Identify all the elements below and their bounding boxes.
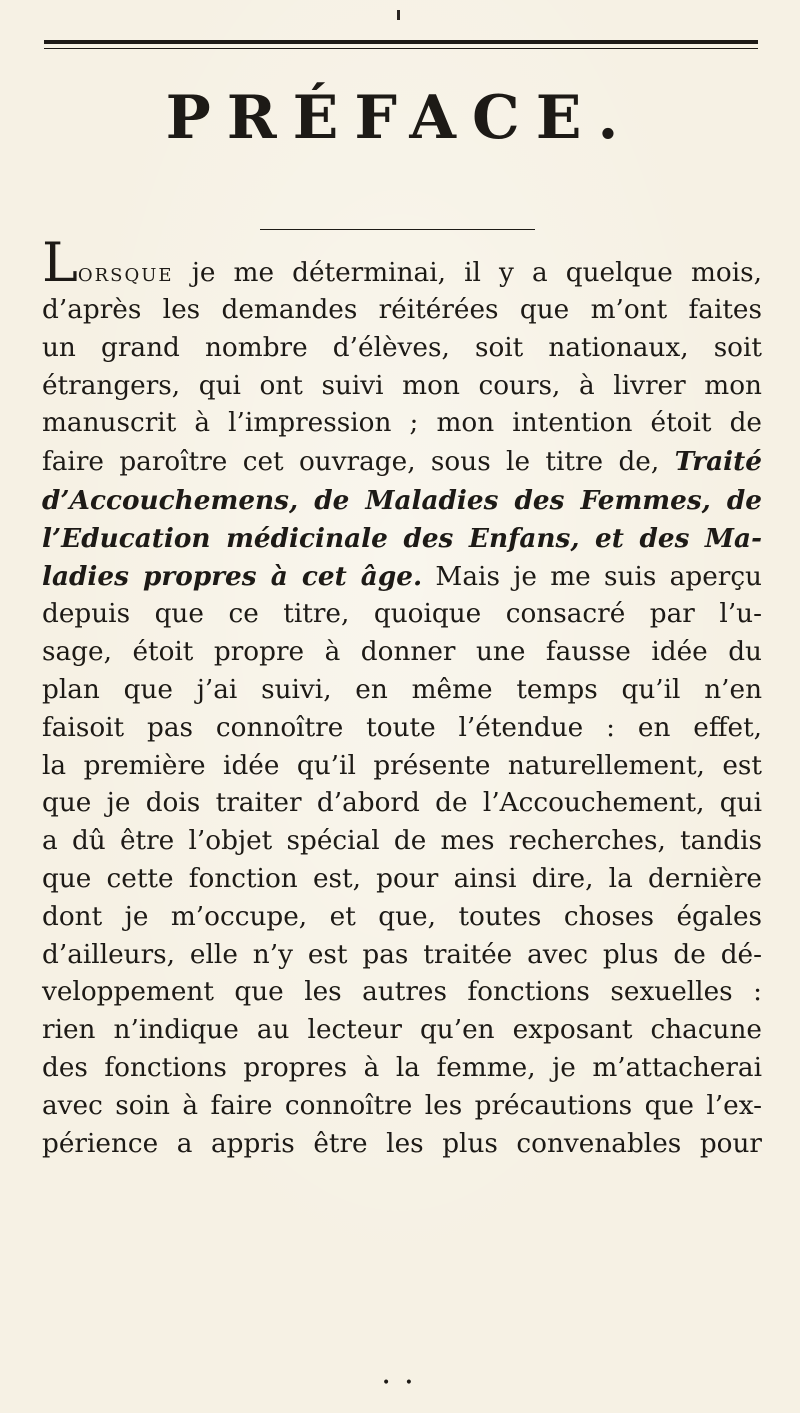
text-line-21: rien n’indique au lecteur qu’en exposant chacune xyxy=(42,1015,762,1046)
italic-title-part: ladies propres à cet âge. xyxy=(42,560,423,592)
text-line-10: depuis que ce titre, quoique consacré par l’u- xyxy=(42,599,762,630)
title-separator-rule xyxy=(260,229,535,230)
text-line-16: a dû être l’objet spécial de mes recherches, tandis xyxy=(42,826,762,857)
italic-title-part: Traité xyxy=(674,446,762,478)
drop-initial: L xyxy=(42,231,78,294)
text-line-22: des fonctions propres à la femme, je m’attacherai xyxy=(42,1052,762,1083)
text-line-23: avec soin à faire connoître les précautions que l’ex- xyxy=(42,1090,762,1121)
text-line-5: manuscrit à l’impression ; mon intention étoit de xyxy=(42,408,762,439)
text-line-18: dont je m’occupe, et que, toutes choses égales xyxy=(42,901,762,932)
text-line-17: que cette fonction est, pour ainsi dire, la dernière xyxy=(42,863,762,894)
text-line-24: périence a appris être les plus convenables pour xyxy=(42,1128,762,1159)
top-double-rule xyxy=(44,40,758,44)
text-line-2: d’après les demandes réitérées que m’ont faites xyxy=(42,295,762,325)
text-line-12: plan que j’ai suivi, en même temps qu’il n’en xyxy=(42,674,762,705)
top-printer-mark xyxy=(397,10,400,20)
signature-mark: • • xyxy=(382,1375,418,1391)
top-thin-rule xyxy=(44,48,758,49)
text-line-9: ladies propres à cet âge. Mais je me suis aperçu xyxy=(42,560,762,592)
page-title: PRÉFACE. xyxy=(165,83,635,153)
text-line-8: l’Education médicinale des Enfans, et des Ma- xyxy=(42,522,762,554)
opening-word-smallcaps: ORSQUE xyxy=(77,265,174,286)
text-line-7: d’Accouchemens, de Maladies des Femmes, de xyxy=(42,484,762,516)
text-line-6: faire paroître cet ouvrage, sous le titre de, Traité xyxy=(42,446,762,478)
preface-body xyxy=(42,231,762,1163)
text-line-4: étrangers, qui ont suivi mon cours, à livrer mon xyxy=(42,370,762,401)
text-line-19: d’ailleurs, elle n’y est pas traitée avec plus de dé- xyxy=(42,939,762,970)
text-line-15: que je dois traiter d’abord de l’Accouchement, qui xyxy=(42,788,762,819)
text-line-14: la première idée qu’il présente naturellement, est xyxy=(42,750,762,781)
text-line-20: veloppement que les autres fonctions sexuelles : xyxy=(42,977,762,1008)
text-line-1: LORSQUE je me déterminai, il y a quelque mois, xyxy=(42,231,762,294)
text-line-11: sage, étoit propre à donner une fausse idée du xyxy=(42,637,762,668)
text-line-13: faisoit pas connoître toute l’étendue : en effet, xyxy=(42,712,762,743)
text-line-3: un grand nombre d’élèves, soit nationaux, soit xyxy=(42,332,762,363)
